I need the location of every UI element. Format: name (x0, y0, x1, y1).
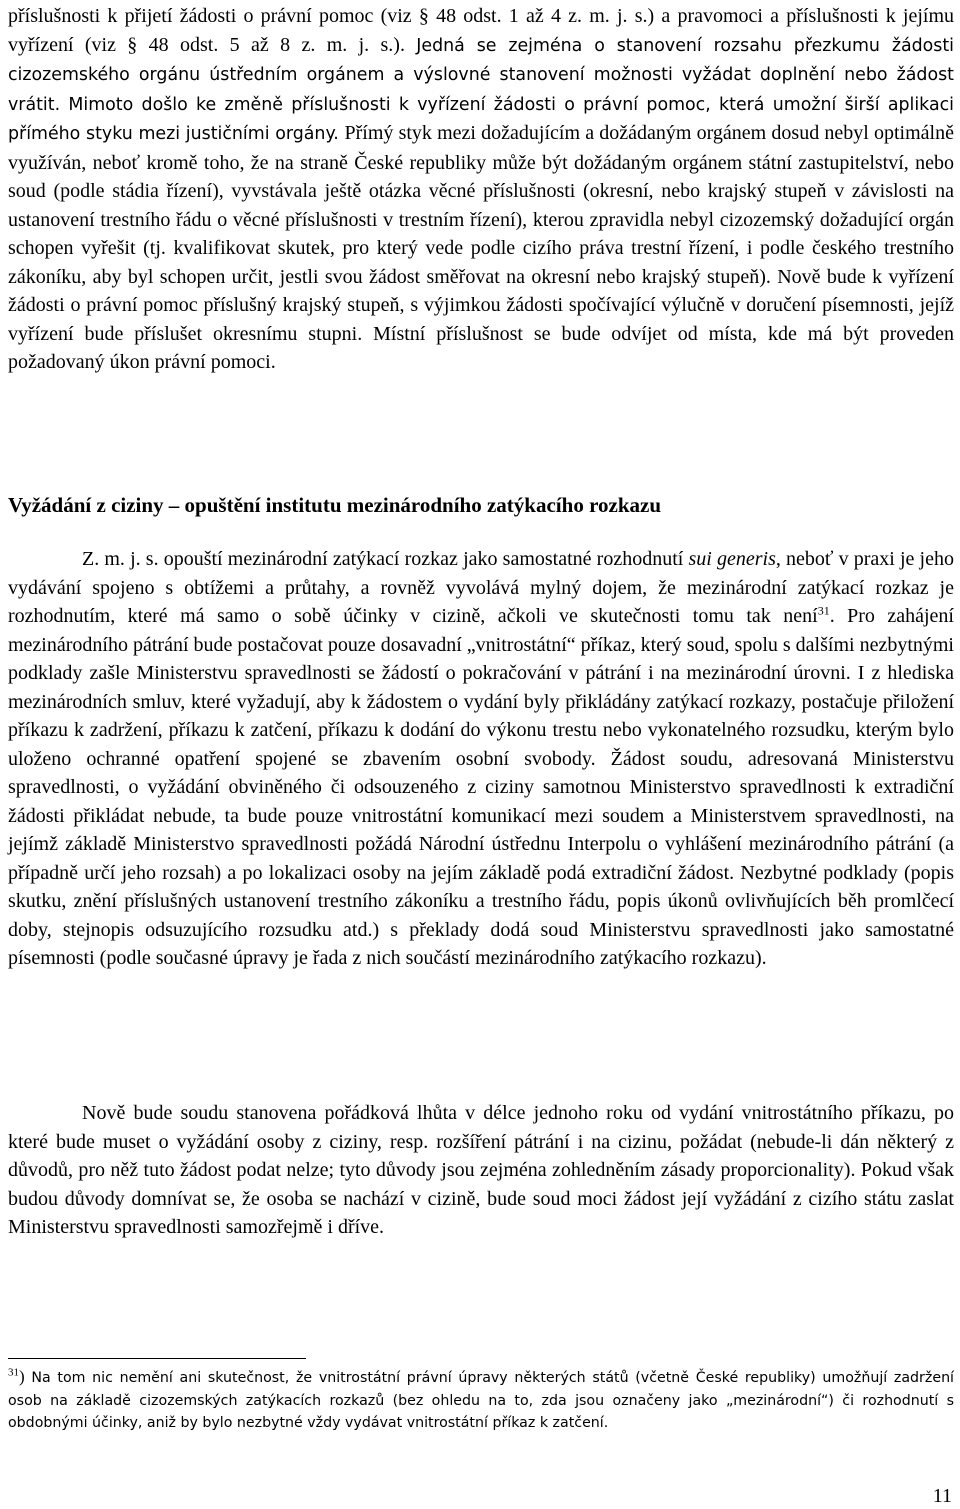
paragraph-legal-assistance (8, 2, 954, 377)
footnote-paren: ) (19, 1367, 25, 1386)
paragraph-deadline (8, 1099, 954, 1242)
paragraph-arrest-warrant (8, 545, 954, 973)
footnote-reference[interactable]: 31 (817, 603, 830, 618)
footnote-number: 31 (8, 1366, 19, 1379)
footnote-separator (8, 1358, 306, 1359)
paragraph-middle: , neboť v praxi je jeho vydávání spojeno s obtížemi a průtahy, a rovněž vyvolává mylný dojem, že mezinárodní zatýkací rozkaz je rozhodnutím, které má samo o sobě účinky v cizině, ačkoli ve skutečnosti tomu tak není (8, 548, 954, 627)
section-heading: Vyžádání z ciziny – opuštění institutu mezinárodního zatýkacího rozkazu (8, 493, 662, 517)
page-number: 11 (932, 1485, 952, 1507)
paragraph-sans-part: Jedná se zejména o stanovení rozsahu přezkumu žádosti cizozemského orgánu ústředním orgánem a výslovné stanovení možnosti vyžádat doplnění nebo žádost vrátit. Mimoto došlo ke změně příslušnosti k vyřízení žádosti o právní pomoc, která umožní širší aplikaci přímého styku mezi justičními orgány. (8, 35, 954, 144)
paragraph-deadline-text: Nově bude soudu stanovena pořádková lhůta v délce jednoho roku od vydání vnitrostátního příkazu, po které bude muset o vyžádání osoby z ciziny, resp. rozšíření pátrání i na cizinu, požádat (nebude-li dán některý z důvodů, pro něž tuto žádost podat nelze; tyto důvody jsou zejména zohledněním zásady proporcionality). Pokud však budou důvody domnívat se, že osoba se nachází v cizině, bude soud moci žádost její vyžádání z cizího státu zaslat Ministerstvu spravedlnosti samozřejmě i dříve. (8, 1102, 954, 1238)
footnote-31 (8, 1366, 954, 1435)
footnote-text: Na tom nic nemění ani skutečnost, že vnitrostátní právní úpravy některých států (včetně České republiky) umožňují zadržení osob na základě cizozemských zatýkacích rozkazů (bez ohledu na to, zda jsou označeny jako „mezinárodní“) či rozhodnutí s obdobnými účinky, aniž by bylo nezbytné vždy vydávat vnitrostátní příkaz k zatčení. (8, 1370, 954, 1431)
paragraph-serif-end: Přímý styk mezi dožadujícím a dožádaným orgánem dosud nebyl optimálně využíván, neboť kromě toho, že na straně České republiky může být dožádaným orgánem státní zastupitelství, nebo soud (podle stádia řízení), vyvstávala ještě otázka věcné příslušnosti (okresní, nebo krajský stupeň v závislosti na ustanovení trestního řádu o věcné příslušnosti v trestním řízení), kterou zpravidla nebyl cizozemský dožadující orgán schopen vyřešit (tj. kvalifikovat skutek, pro který vede podle cizího práva trestní řízení, i podle českého trestního zákoníku, aby byl schopen určit, jestli svou žádost směřovat na okresní nebo krajský stupeň). Nově bude k vyřízení žádosti o právní pomoc příslušný krajský stupeň, s výjimkou žádosti spočívající výlučně v doručení písemnosti, jejíž vyřízení bude příslušet okresnímu stupni. Místní příslušnost se bude odvíjet od místa, kde má být proveden požadovaný úkon právní pomoci. (8, 122, 954, 373)
paragraph-serif-start: příslušnosti k přijetí žádosti o právní pomoc (viz § 48 odst. 1 až 4 z. m. j. s.) a pravomoci a příslušnosti k jejímu vyřízení (viz § 48 odst. 5 až 8 z. m. j. s.). (8, 5, 954, 56)
footnote-marker (8, 1367, 25, 1386)
paragraph-start: Z. m. j. s. opouští mezinárodní zatýkací rozkaz jako samostatné rozhodnutí (82, 548, 689, 570)
italic-term: sui generis (688, 548, 776, 570)
paragraph-end: . Pro zahájení mezinárodního pátrání bude postačovat pouze dosavadní „vnitrostátní“ příkaz, který soud, spolu s dalšími nezbytnými podklady zašle Ministerstvu spravedlnosti se žádostí o pokračování v pátrání i na mezinárodní úrovni. I z hlediska mezinárodních smluv, které vyžadují, aby k žádostem o vydání byly přikládány zatýkací rozkazy, postačuje přiložení příkazu k zadržení, příkazu k zatčení, příkazu k dodání do výkonu trestu nebo vykonatelného rozsudku, kterým bylo uloženo ochranné opatření spojené se zbavením osobní svobody. Žádost soudu, adresovaná Ministerstvu spravedlnosti, o vyžádání obviněného či odsouzeného z ciziny samotnou Ministerstvo spravedlnosti k extradiční žádosti přikládat nebude, ta bude pouze vnitrostátní komunikací mezi soudem a Ministerstvem spravedlnosti, na jejímž základě Ministerstvo spravedlnosti požádá Národní ústřednu Interpolu o vyhlášení mezinárodního pátrání (a případně určí jeho rozsah) a po lokalizaci osoby na jejím základě podá extradiční žádost. Nezbytné podklady (popis skutku, znění příslušných ustanovení trestního zákoníku a trestního řádu, popis úkonů ovlivňujících běh promlčecí doby, stejnopis odsuzujícího rozsudku atd.) s překlady dodá soud Ministerstvu spravedlnosti jako samostatné písemnosti (podle současné úpravy je řada z nich součástí mezinárodního zatýkacího rozkazu). (8, 605, 954, 969)
